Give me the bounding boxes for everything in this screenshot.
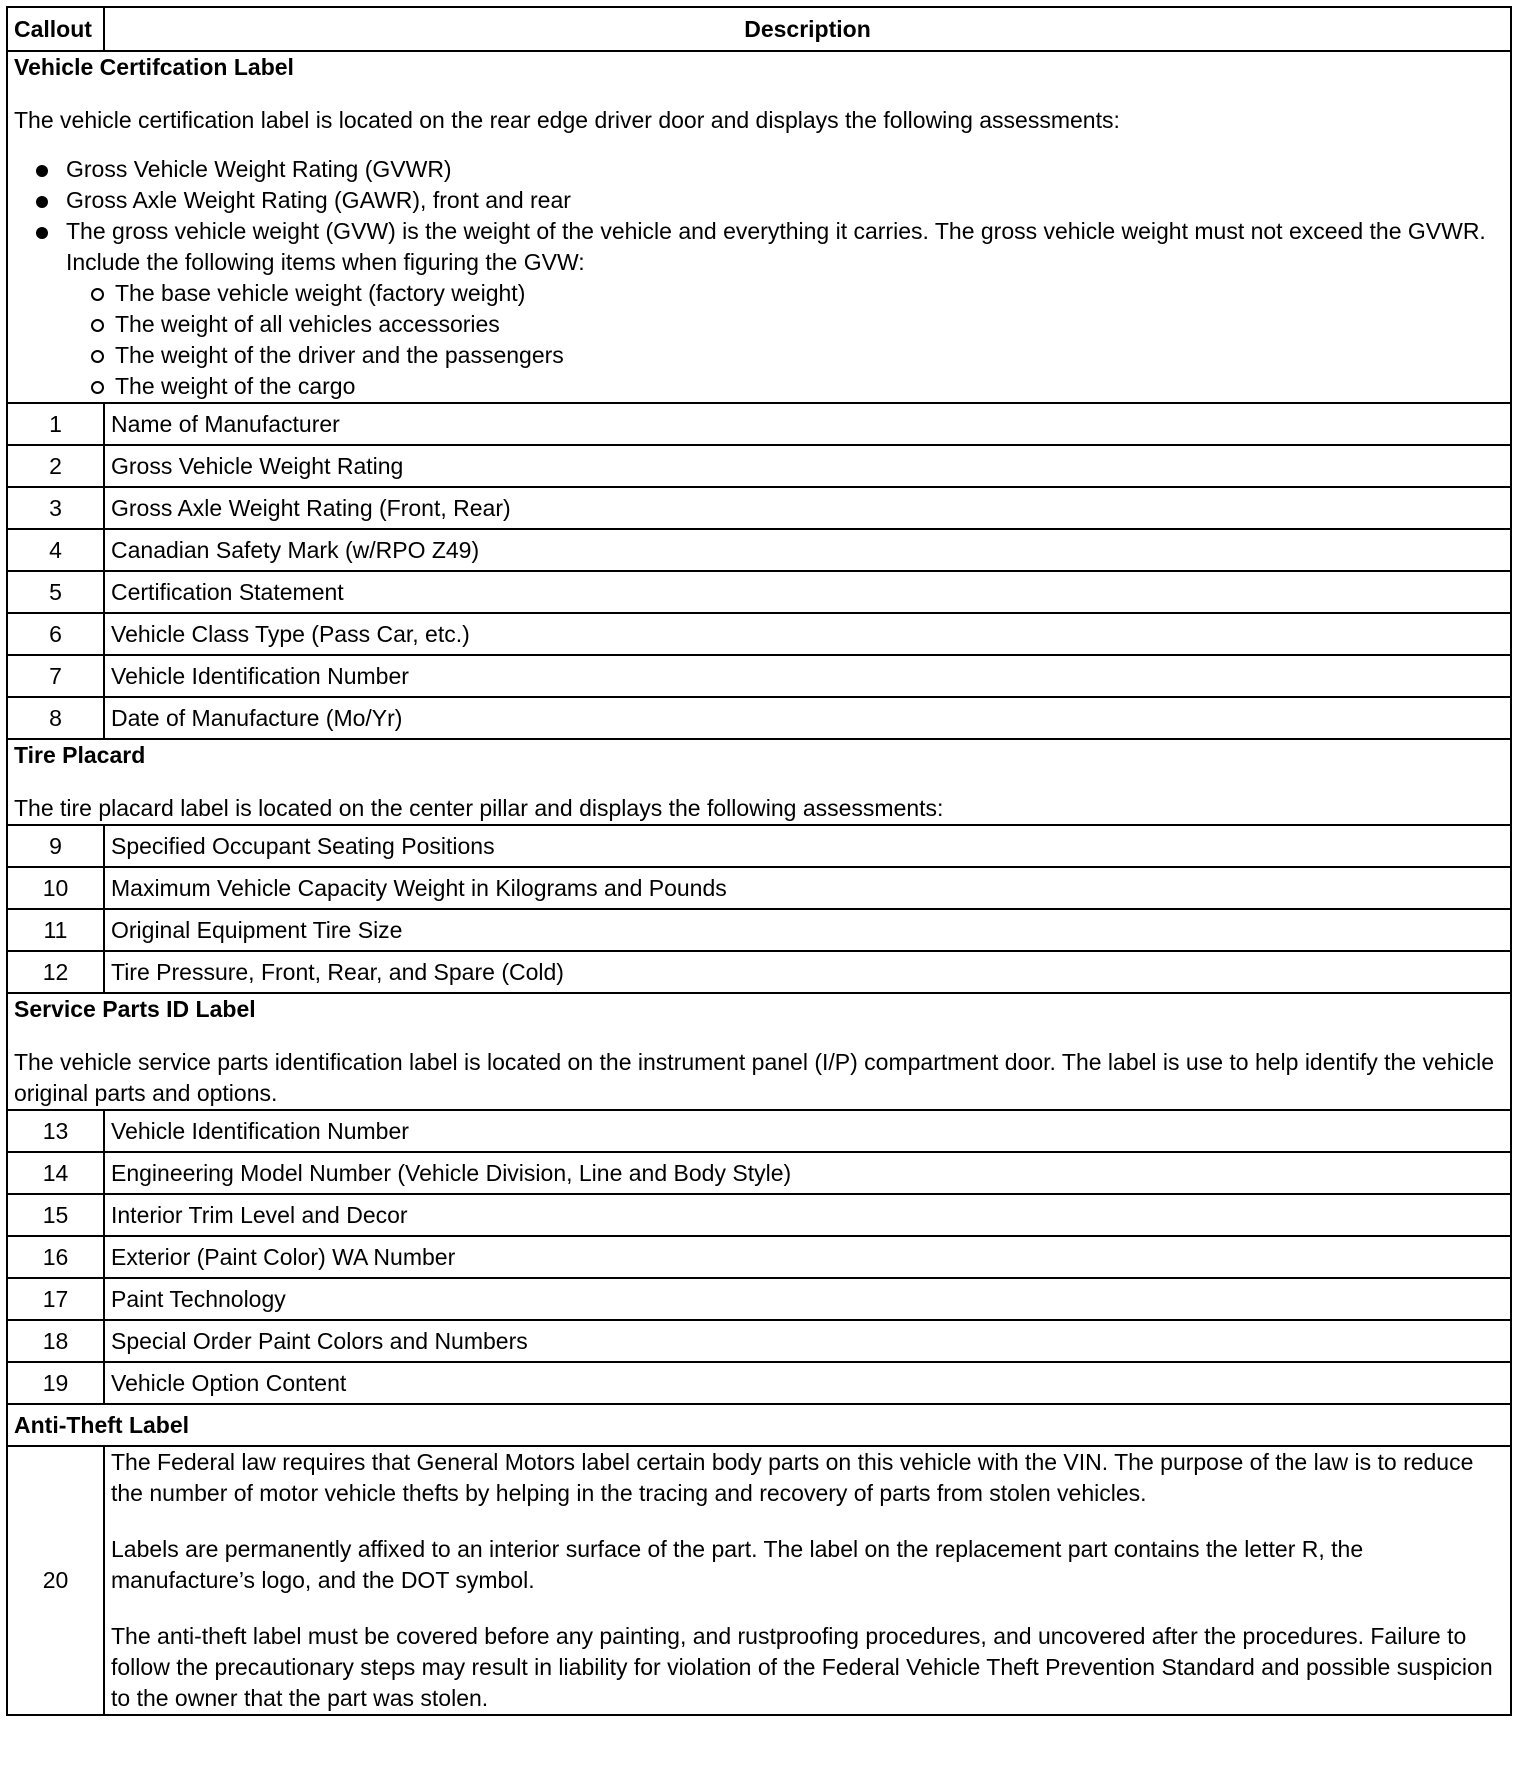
section-vehicle-certification <box>7 51 1511 403</box>
callout-number: 1 <box>7 403 104 445</box>
callout-description: Vehicle Class Type (Pass Car, etc.) <box>104 613 1511 655</box>
bullet-text: The gross vehicle weight (GVW) is the weight of the vehicle and everything it carries. The gross vehicle weight must not exceed the GVWR. Include the following items when figuring the GVW: <box>66 218 1486 275</box>
table-row <box>7 487 1511 529</box>
callout-number: 12 <box>7 951 104 993</box>
callout-description: Gross Axle Weight Rating (Front, Rear) <box>104 487 1511 529</box>
callout-number: 11 <box>7 909 104 951</box>
sub-bullet-item: The base vehicle weight (factory weight) <box>65 278 1504 309</box>
paragraph: The Federal law requires that General Motors label certain body parts on this vehicle with the VIN. The purpose of the law is to reduce the number of motor vehicle thefts by helping in the tracing and recovery of parts from stolen vehicles. <box>111 1449 1474 1506</box>
table-row <box>7 529 1511 571</box>
bullet-item <box>14 216 1504 402</box>
section-intro: The vehicle certification label is located on the rear edge driver door and displays the following assessments: <box>14 107 1120 133</box>
section-intro: The vehicle service parts identification label is located on the instrument panel (I/P) compartment door. The label is use to help identify the vehicle original parts and options. <box>14 1049 1495 1106</box>
callout-description: Specified Occupant Seating Positions <box>104 825 1511 867</box>
sub-bullet-item: The weight of the cargo <box>65 371 1504 402</box>
section-title: Tire Placard <box>14 742 146 768</box>
callout-number: 2 <box>7 445 104 487</box>
table-row <box>7 571 1511 613</box>
table-row <box>7 1362 1511 1404</box>
table-row <box>7 1446 1511 1715</box>
callout-number: 3 <box>7 487 104 529</box>
callout-description: Original Equipment Tire Size <box>104 909 1511 951</box>
callout-description: Engineering Model Number (Vehicle Division, Line and Body Style) <box>104 1152 1511 1194</box>
callout-description: Canadian Safety Mark (w/RPO Z49) <box>104 529 1511 571</box>
callout-description: Special Order Paint Colors and Numbers <box>104 1320 1511 1362</box>
paragraph: Labels are permanently affixed to an interior surface of the part. The label on the replacement part contains the letter R, the manufacture’s logo, and the DOT symbol. <box>111 1536 1364 1593</box>
section-intro: The tire placard label is located on the center pillar and displays the following assessments: <box>14 795 944 821</box>
section-anti-theft <box>7 1404 1511 1446</box>
table-row <box>7 825 1511 867</box>
callout-header: Callout <box>7 7 104 51</box>
callout-number: 13 <box>7 1110 104 1152</box>
sub-bullet-item: The weight of all vehicles accessories <box>65 309 1504 340</box>
callout-table <box>6 6 1512 1716</box>
callout-description: Interior Trim Level and Decor <box>104 1194 1511 1236</box>
sub-bullet-item: The weight of the driver and the passengers <box>65 340 1504 371</box>
callout-description: Tire Pressure, Front, Rear, and Spare (Cold) <box>104 951 1511 993</box>
callout-number: 5 <box>7 571 104 613</box>
table-row <box>7 1152 1511 1194</box>
bullet-item: Gross Axle Weight Rating (GAWR), front and rear <box>14 185 1504 216</box>
callout-number: 4 <box>7 529 104 571</box>
callout-number: 8 <box>7 697 104 739</box>
callout-number: 18 <box>7 1320 104 1362</box>
callout-number: 19 <box>7 1362 104 1404</box>
section-title: Anti-Theft Label <box>7 1404 1511 1446</box>
sub-bullet-list <box>66 278 1504 402</box>
table-row <box>7 951 1511 993</box>
callout-number: 17 <box>7 1278 104 1320</box>
callout-description <box>104 1446 1511 1715</box>
paragraph: The anti-theft label must be covered before any painting, and rustproofing procedures, and uncovered after the procedures. Failure to follow the precautionary steps may result in liability for violation of the Federal Vehicle Theft Prevention Standard and possible suspicion to the owner that the part was stolen. <box>111 1623 1493 1711</box>
callout-number: 9 <box>7 825 104 867</box>
callout-description: Vehicle Identification Number <box>104 1110 1511 1152</box>
callout-description: Certification Statement <box>104 571 1511 613</box>
callout-number: 15 <box>7 1194 104 1236</box>
table-row <box>7 613 1511 655</box>
table-row <box>7 1278 1511 1320</box>
callout-number: 20 <box>7 1446 104 1715</box>
section-title: Vehicle Certifcation Label <box>14 54 294 80</box>
bullet-list <box>14 154 1504 402</box>
table-row <box>7 445 1511 487</box>
table-row <box>7 1194 1511 1236</box>
callout-description: Maximum Vehicle Capacity Weight in Kilograms and Pounds <box>104 867 1511 909</box>
callout-number: 16 <box>7 1236 104 1278</box>
callout-description: Name of Manufacturer <box>104 403 1511 445</box>
bullet-item: Gross Vehicle Weight Rating (GVWR) <box>14 154 1504 185</box>
section-tire-placard <box>7 739 1511 825</box>
callout-description: Vehicle Option Content <box>104 1362 1511 1404</box>
header-row <box>7 7 1511 51</box>
callout-description: Vehicle Identification Number <box>104 655 1511 697</box>
table-row <box>7 1320 1511 1362</box>
callout-number: 6 <box>7 613 104 655</box>
table-row <box>7 867 1511 909</box>
table-row <box>7 403 1511 445</box>
table-row <box>7 697 1511 739</box>
callout-description: Gross Vehicle Weight Rating <box>104 445 1511 487</box>
table-row <box>7 1236 1511 1278</box>
section-service-parts-id <box>7 993 1511 1110</box>
callout-number: 7 <box>7 655 104 697</box>
callout-number: 10 <box>7 867 104 909</box>
callout-number: 14 <box>7 1152 104 1194</box>
callout-description: Date of Manufacture (Mo/Yr) <box>104 697 1511 739</box>
callout-description: Paint Technology <box>104 1278 1511 1320</box>
table-row <box>7 1110 1511 1152</box>
description-header: Description <box>104 7 1511 51</box>
table-row <box>7 655 1511 697</box>
table-row <box>7 909 1511 951</box>
section-title: Service Parts ID Label <box>14 996 256 1022</box>
callout-description: Exterior (Paint Color) WA Number <box>104 1236 1511 1278</box>
